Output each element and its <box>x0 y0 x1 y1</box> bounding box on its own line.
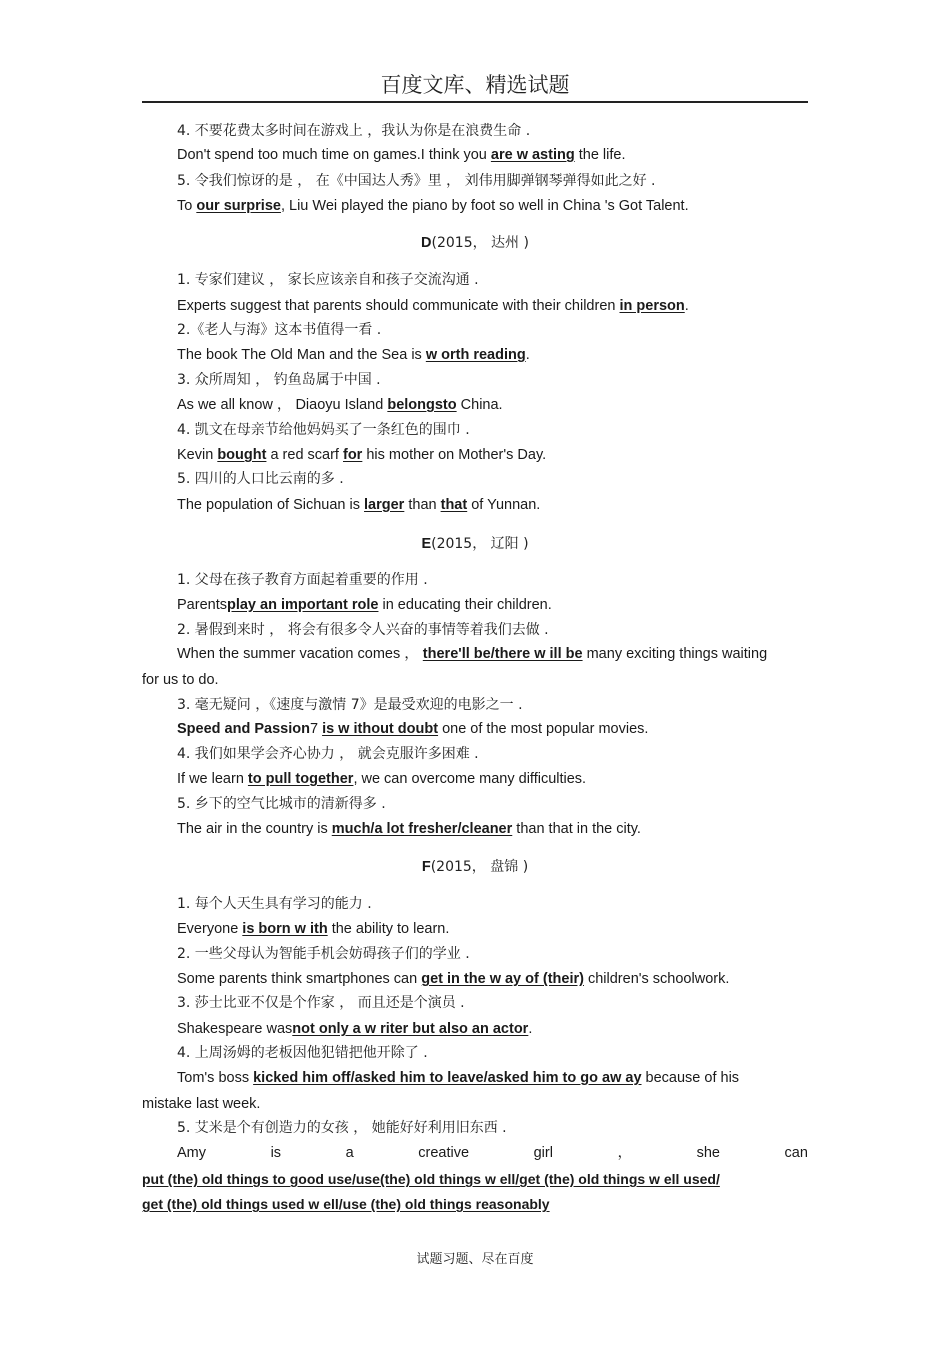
sentence-word: girl <box>533 1145 553 1161</box>
section-e-heading <box>142 534 808 554</box>
e-q1-chinese: 1. 父母在孩子教育方面起着重要的作用 . <box>177 572 428 588</box>
sentence-text: because of his <box>641 1070 740 1086</box>
f-q1-chinese: 1. 每个人天生具有学习的能力 . <box>177 896 372 912</box>
sentence-word: is <box>270 1145 282 1161</box>
header-divider <box>142 101 808 103</box>
d-q2-english <box>177 345 530 365</box>
page-footer: 试题习题、尽在百度 <box>416 1252 534 1267</box>
sentence-text: If we learn <box>177 771 248 787</box>
sentence-text: To <box>177 198 197 214</box>
sentence-text: the life. <box>574 147 626 163</box>
item-5-english <box>177 196 689 216</box>
sentence-word: Amy <box>177 1145 206 1161</box>
sentence-text: As we all know ， Diaoyu Island <box>177 397 388 413</box>
d-q5-english <box>177 495 540 515</box>
sentence-text: Shakespeare was <box>177 1021 293 1037</box>
item-4-english <box>177 145 625 165</box>
section-source: (2015， 辽阳 ) <box>431 536 529 552</box>
sentence-text: Experts suggest that parents should communicate with their children <box>177 298 620 314</box>
d-q4-chinese: 4. 凯文在母亲节给他妈妈买了一条红色的围巾 . <box>177 422 470 438</box>
d-q2-chinese: 2.《老人与海》这本书值得一看 . <box>177 322 382 338</box>
answer-blank: belongsto <box>387 397 457 413</box>
sentence-text: . <box>525 347 530 363</box>
f-q5-chinese: 5. 艾米是个有创造力的女孩 ， 她能好好利用旧东西 . <box>177 1120 507 1136</box>
e-q4-english <box>177 769 586 789</box>
page-header-title: 百度文库、精选试题 <box>380 73 570 97</box>
answer-blank: much/a lot fresher/cleaner <box>331 821 513 837</box>
f-q4-chinese: 4. 上周汤姆的老板因他犯错把他开除了 . <box>177 1045 428 1061</box>
answer-blank: for <box>343 447 363 463</box>
sentence-text: the ability to learn. <box>327 921 450 937</box>
section-f-heading <box>142 857 808 877</box>
sentence-text: The book <box>177 347 242 363</box>
e-q3-english <box>177 719 648 739</box>
sentence-text: a red scarf <box>266 447 343 463</box>
sentence-text: China. <box>456 397 503 413</box>
d-q5-chinese: 5. 四川的人口比云南的多 . <box>177 471 344 487</box>
sentence-word: creative <box>418 1145 470 1161</box>
sentence-text: children's schoolwork. <box>583 971 730 987</box>
sentence-text: 7 <box>309 721 323 737</box>
sentence-word: a <box>345 1145 354 1161</box>
f-q5-english <box>177 1143 808 1163</box>
d-q3-chinese: 3. 众所周知 ， 钓鱼岛属于中国 . <box>177 372 381 388</box>
section-letter: E <box>421 536 432 552</box>
answer-blank: in person <box>619 298 685 314</box>
e-q2-chinese: 2. 暑假到来时 ， 将会有很多令人兴奋的事情等着我们去做 . <box>177 622 549 638</box>
sentence-text: his mother on Mother's Day. <box>362 447 547 463</box>
e-q5-chinese: 5. 乡下的空气比城市的清新得多 . <box>177 796 386 812</box>
sentence-text: Some parents think smartphones can <box>177 971 422 987</box>
sentence-text: many exciting things waiting <box>582 646 768 662</box>
answer-blank: bought <box>217 447 267 463</box>
answer-blank: that <box>440 497 468 513</box>
section-letter: D <box>421 235 432 251</box>
sentence-text: , we can overcome many difficulties. <box>353 771 587 787</box>
answer-blank: get in the w ay of (their) <box>421 971 584 987</box>
answer-blank: larger <box>364 497 405 513</box>
sentence-text: than <box>404 497 441 513</box>
f-q1-english <box>177 919 449 939</box>
answer-blank: w orth reading <box>425 347 526 363</box>
sentence-text: Kevin <box>177 447 218 463</box>
d-q1-english <box>177 296 689 316</box>
sentence-text: Tom's boss <box>177 1070 254 1086</box>
sentence-text: is <box>407 347 426 363</box>
section-source: (2015， 达州 ) <box>431 235 529 251</box>
f-q3-english <box>177 1019 532 1039</box>
sentence-word: ， <box>617 1145 632 1161</box>
sentence-text: When the summer vacation comes ， <box>177 646 423 662</box>
f-q5-answer-line-2: get (the) old things used w ell/use (the) old things reasonably <box>142 1196 550 1212</box>
answer-blank: our surprise <box>196 198 281 214</box>
sentence-text: Don't spend too much time on games.I think you <box>177 147 491 163</box>
f-q3-chinese: 3. 莎士比亚不仅是个作家 ， 而且还是个演员 . <box>177 995 465 1011</box>
answer-blank: to pull together <box>247 771 354 787</box>
f-q4-english-continued: mistake last week. <box>142 1096 261 1112</box>
answer-blank: is w ithout doubt <box>322 721 439 737</box>
f-q2-chinese: 2. 一些父母认为智能手机会妨碍孩子们的学业 . <box>177 946 470 962</box>
d-q1-chinese: 1. 专家们建议 ， 家长应该亲自和孩子交流沟通 . <box>177 272 479 288</box>
answer-blank: not only a w riter but also an actor <box>292 1021 529 1037</box>
sentence-word: can <box>784 1145 808 1161</box>
answer-blank: there'll be/there w ill be <box>422 646 583 662</box>
answer-blank: are w asting <box>490 147 575 163</box>
d-q4-english <box>177 445 546 465</box>
e-q2-english <box>177 644 767 664</box>
sentence-text: . <box>684 298 689 314</box>
sentence-text: of Yunnan. <box>467 497 541 513</box>
section-d-heading <box>142 233 808 253</box>
d-q3-english <box>177 395 503 415</box>
e-q2-english-continued: for us to do. <box>142 672 219 688</box>
f-q2-english <box>177 969 729 989</box>
answer-blank: play an important role <box>226 597 379 613</box>
e-q4-chinese: 4. 我们如果学会齐心协力 ， 就会克服许多困难 . <box>177 746 479 762</box>
sentence-text: than that in the city. <box>512 821 641 837</box>
movie-title: Speed and Passion <box>177 721 310 737</box>
e-q3-chinese: 3. 毫无疑问 ，《速度与激情 7》是最受欢迎的电影之一 . <box>177 697 523 713</box>
sentence-text: , Liu Wei played the piano by foot so well in China 's Got Talent. <box>280 198 689 214</box>
section-letter: F <box>421 859 431 875</box>
sentence-word: she <box>696 1145 720 1161</box>
e-q5-english <box>177 819 641 839</box>
book-title: The Old Man and the Sea <box>241 347 408 363</box>
f-q4-english <box>177 1068 739 1088</box>
sentence-text: Everyone <box>177 921 243 937</box>
sentence-text: one of the most popular movies. <box>438 721 649 737</box>
f-q5-answer-line-1: put (the) old things to good use/use(the) old things w ell/get (the) old things w ell used/ <box>142 1171 720 1187</box>
answer-blank: kicked him off/asked him to leave/asked him to go aw ay <box>253 1070 642 1086</box>
answer-blank: is born w ith <box>242 921 328 937</box>
e-q1-english <box>177 595 552 615</box>
item-4-chinese: 4. 不要花费太多时间在游戏上 ，我认为你是在浪费生命 . <box>177 123 531 139</box>
sentence-text: . <box>528 1021 533 1037</box>
section-source: (2015， 盘锦 ) <box>430 859 529 875</box>
sentence-text: Parents <box>177 597 227 613</box>
sentence-text: The population of Sichuan is <box>177 497 365 513</box>
sentence-text: The air in the country is <box>177 821 332 837</box>
sentence-text: in educating their children. <box>378 597 552 613</box>
item-5-chinese: 5. 令我们惊讶的是 ， 在《中国达人秀》里 ， 刘伟用脚弹钢琴弹得如此之好 . <box>177 173 656 189</box>
